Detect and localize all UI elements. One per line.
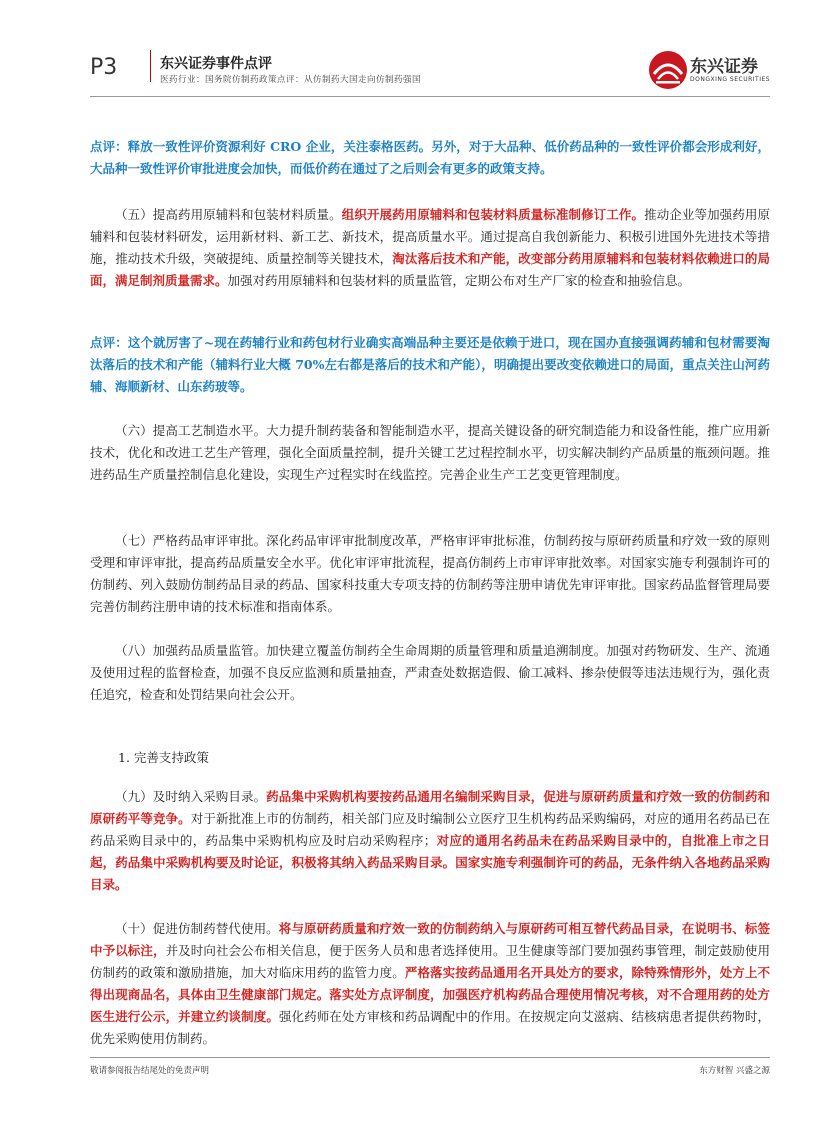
text-span: 推动企业等加强药用原辅料和包装材料研发，运用新材料、新工艺、新技术，提高质量水平。通过提高自我创新能力、积极引进国外先进技术等措施，推动技术升级，突破提纯、质量控制等关键技术， (90, 207, 770, 266)
paragraph-8: （八）加强药品质量监管。加快建立覆盖仿制药全生命周期的质量管理和质量追溯制度。加强对药物研发、生产、流通及使用过程的监督检查，加强不良反应监测和质量抽查，严肃查处数据造假、偷工减料、掺杂使假等违法违规行为，强化责任追究，检查和处罚结果向社会公开。 (90, 643, 770, 702)
highlight-span: 淘汰落后技术和产能，改变部分药用原辅料和包装材料依赖进口的局面，满足制剂质量需求。 (90, 251, 770, 288)
header-divider (150, 50, 151, 82)
logo-subtext: DONGXING SECURITIES (690, 76, 771, 83)
highlight-span: 将与原研药质量和疗效一致的仿制药纳入与原研药可相互替代药品目录，在说明书、标签中予以标注， (90, 921, 770, 958)
footer-rule (90, 1057, 770, 1058)
text-span: （十）促进仿制药替代使用。 (115, 921, 279, 936)
logo-text: 东兴证券 (690, 57, 758, 77)
comment-paragraph-1: 点评：释放一致性评价资源利好 CRO 企业，关注泰格医药。另外，对于大品种、低价药品种的一致性评价都会形成利好，大品种一致性评价审批进度会加快，而低价药在通过了之后则会有更多的政策支持。 (90, 139, 770, 176)
footer-slogan: 东方财智 兴盛之源 (699, 1066, 770, 1076)
report-title: 东兴证券事件点评 (160, 56, 272, 72)
paragraph-5 (90, 204, 770, 292)
highlight-span: 组织开展药用原辅料和包装材料质量标准制修订工作。 (341, 207, 645, 222)
highlight-span: 严格落实按药品通用名开具处方的要求，除特殊情形外，处方上不得出现商品名，具体由卫生健康部门规定。落实处方点评制度，加强医疗机构药品合理使用情况考核，对不合理用药的处方医生进行公示，并建立约谈制度。 (90, 965, 770, 1024)
comment-paragraph-2: 点评：这个就厉害了~现在药辅行业和药包材行业确实高端品种主要还是依赖于进口，现在国办直接强调药辅和包材需要淘汰落后的技术和产能（辅料行业大概 70%左右都是落后的技术和产能），明确提出要改变依赖进口的局面，重点关注山河药辅、海顺新材、山东药玻等。 (90, 335, 770, 394)
highlight-span: 对应的通用名药品未在药品采购目录中的，自批准上市之日起，药品集中采购机构要及时论证，积极将其纳入药品采购目录。国家实施专利强制许可的药品，无条件纳入各地药品采购目录。 (90, 833, 770, 892)
text-span: 对于新批准上市的仿制药，相关部门应及时编制公立医疗卫生机构药品采购编码，对应的通用名药品已在药品采购目录中的，药品集中采购机构应及时启动采购程序； (90, 811, 770, 848)
page-header (0, 0, 827, 110)
paragraph-6: （六）提高工艺制造水平。大力提升制药装备和智能制造水平，提高关键设备的研究制造能力和设备性能，推广应用新技术，优化和改进工艺生产管理，强化全面质量控制，提升关键工艺过程控制水平，切实解决制约产品质量的瓶颈问题。推进药品生产质量控制信息化建设，实现生产过程实时在线监控。完善企业生产工艺变更管理制度。 (90, 423, 770, 482)
report-subtitle: 医药行业：国务院仿制药政策点评：从仿制药大国走向仿制药强国 (160, 75, 422, 85)
text-span: 强化药师在处方审核和药品调配中的作用。在按规定向艾滋病、结核病患者提供药物时，优先采购使用仿制药。 (90, 1009, 770, 1046)
text-span: （五）提高药用原辅料和包装材料质量。 (115, 207, 342, 222)
text-span: （九）及时纳入采购目录。 (115, 789, 267, 804)
header-rule (90, 96, 770, 97)
text-span: 并及时向社会公布相关信息，便于医务人员和患者选择使用。卫生健康等部门要加强药事管理，制定鼓励使用仿制药的政策和激励措施，加大对临床用药的监管力度。 (90, 943, 770, 980)
paragraph-10 (90, 918, 770, 1050)
highlight-span: 药品集中采购机构要按药品通用名编制采购目录，促进与原研药质量和疗效一致的仿制药和原研药平等竞争。 (90, 789, 770, 826)
disclaimer-note: 敬请参阅报告结尾处的免责声明 (90, 1066, 210, 1076)
page-number: P3 (90, 55, 118, 80)
paragraph-7: （七）严格药品审评审批。深化药品审评审批制度改革，严格审评审批标准，仿制药按与原研药质量和疗效一致的原则受理和审评审批，提高药品质量安全水平。优化审评审批流程，提高仿制药上市审评审批效率。对国家实施专利强制许可的仿制药、列入鼓励仿制药品目录的药品、国家科技重大专项支持的仿制药等注册申请优先审评审批。国家药品监督管理局要完善仿制药注册申请的技术标准和指南体系。 (90, 533, 770, 614)
paragraph-9 (90, 786, 770, 896)
section-heading: 1. 完善支持政策 (118, 750, 209, 765)
text-span: 加强对药用原辅料和包装材料的质量监管，定期公布对生产厂家的检查和抽验信息。 (227, 273, 691, 288)
